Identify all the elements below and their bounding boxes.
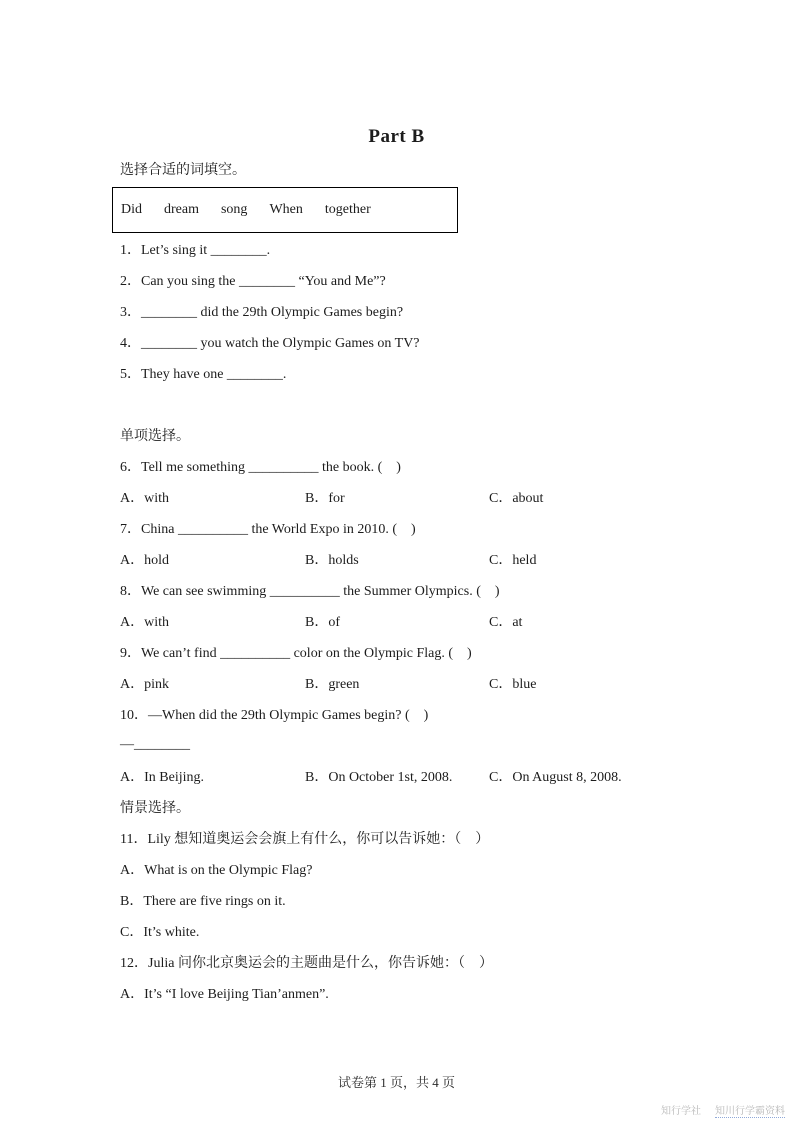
question-10-option-a: A．In Beijing. bbox=[120, 769, 204, 785]
page-title: Part B bbox=[368, 126, 425, 147]
question-6-options bbox=[120, 481, 743, 512]
question-6-option-c: C．about bbox=[489, 490, 544, 506]
question-9-option-a: A．pink bbox=[120, 676, 169, 692]
question-6: 6．Tell me something __________ the book. ( ) bbox=[120, 459, 401, 475]
fill-blank-question-4: 4．________ you watch the Olympic Games on TV? bbox=[120, 335, 420, 351]
question-8-option-b: B．of bbox=[305, 614, 340, 630]
fill-blank-question-1: 1．Let’s sing it ________. bbox=[120, 242, 271, 258]
question-7-option-b: B．holds bbox=[305, 552, 359, 568]
watermark bbox=[661, 1102, 785, 1118]
question-10-option-b: B．On October 1st, 2008. bbox=[305, 769, 453, 785]
worksheet-content bbox=[120, 163, 743, 1008]
question-6-option-a: A．with bbox=[120, 490, 169, 506]
fill-blank-question-5: 5．They have one ________. bbox=[120, 366, 287, 382]
word-bank-word: Did bbox=[121, 202, 142, 217]
single-choice-instruction: 单项选择。 bbox=[120, 428, 190, 444]
question-8-options bbox=[120, 605, 743, 636]
question-7-options bbox=[120, 543, 743, 574]
question-11: 11．Lily 想知道奥运会会旗上有什么，你可以告诉她：（ ） bbox=[120, 831, 490, 847]
question-11-option-b: B．There are five rings on it. bbox=[120, 893, 286, 909]
question-9: 9．We can’t find __________ color on the Olympic Flag. ( ) bbox=[120, 645, 472, 661]
watermark-left: 知行学社 bbox=[661, 1106, 701, 1117]
question-7-option-c: C．held bbox=[489, 552, 537, 568]
fill-blank-question-3: 3．________ did the 29th Olympic Games begin? bbox=[120, 304, 404, 320]
page-number: 试卷第 1 页，共 4 页 bbox=[337, 1075, 455, 1090]
question-9-option-c: C．blue bbox=[489, 676, 537, 692]
section-spacer bbox=[120, 388, 743, 419]
question-12: 12．Julia 问你北京奥运会的主题曲是什么，你告诉她：（ ） bbox=[120, 955, 493, 971]
word-bank-word: dream bbox=[164, 202, 199, 217]
word-bank-word: together bbox=[324, 202, 371, 217]
question-8-option-c: C．at bbox=[489, 614, 523, 630]
word-bank-word: When bbox=[269, 202, 303, 217]
fill-blank-question-2: 2．Can you sing the ________ “You and Me”? bbox=[120, 273, 386, 289]
question-9-options bbox=[120, 667, 743, 698]
word-bank-word: song bbox=[220, 202, 248, 217]
watermark-right: 知川行学霸资料 bbox=[715, 1102, 785, 1118]
question-8: 8．We can see swimming __________ the Summer Olympics. ( ) bbox=[120, 583, 500, 599]
question-10-answer-line: —________ bbox=[120, 736, 190, 752]
question-12-option-a: A．It’s “I love Beijing Tian’anmen”. bbox=[120, 986, 329, 1002]
question-8-option-a: A．with bbox=[120, 614, 169, 630]
question-11-option-c: C．It’s white. bbox=[120, 924, 200, 940]
question-10: 10．—When did the 29th Olympic Games begin? ( ) bbox=[120, 707, 429, 723]
question-10-options bbox=[120, 760, 743, 791]
question-9-option-b: B．green bbox=[305, 676, 360, 692]
question-7: 7．China __________ the World Expo in 2010. ( ) bbox=[120, 521, 416, 537]
question-7-option-a: A．hold bbox=[120, 552, 169, 568]
situational-choice-instruction: 情景选择。 bbox=[120, 800, 190, 816]
question-11-option-a: A．What is on the Olympic Flag? bbox=[120, 862, 313, 878]
word-bank-box bbox=[112, 187, 458, 233]
word-fill-instruction: 选择合适的词填空。 bbox=[120, 163, 246, 178]
question-6-option-b: B．for bbox=[305, 490, 345, 506]
question-10-option-c: C．On August 8, 2008. bbox=[489, 769, 622, 785]
